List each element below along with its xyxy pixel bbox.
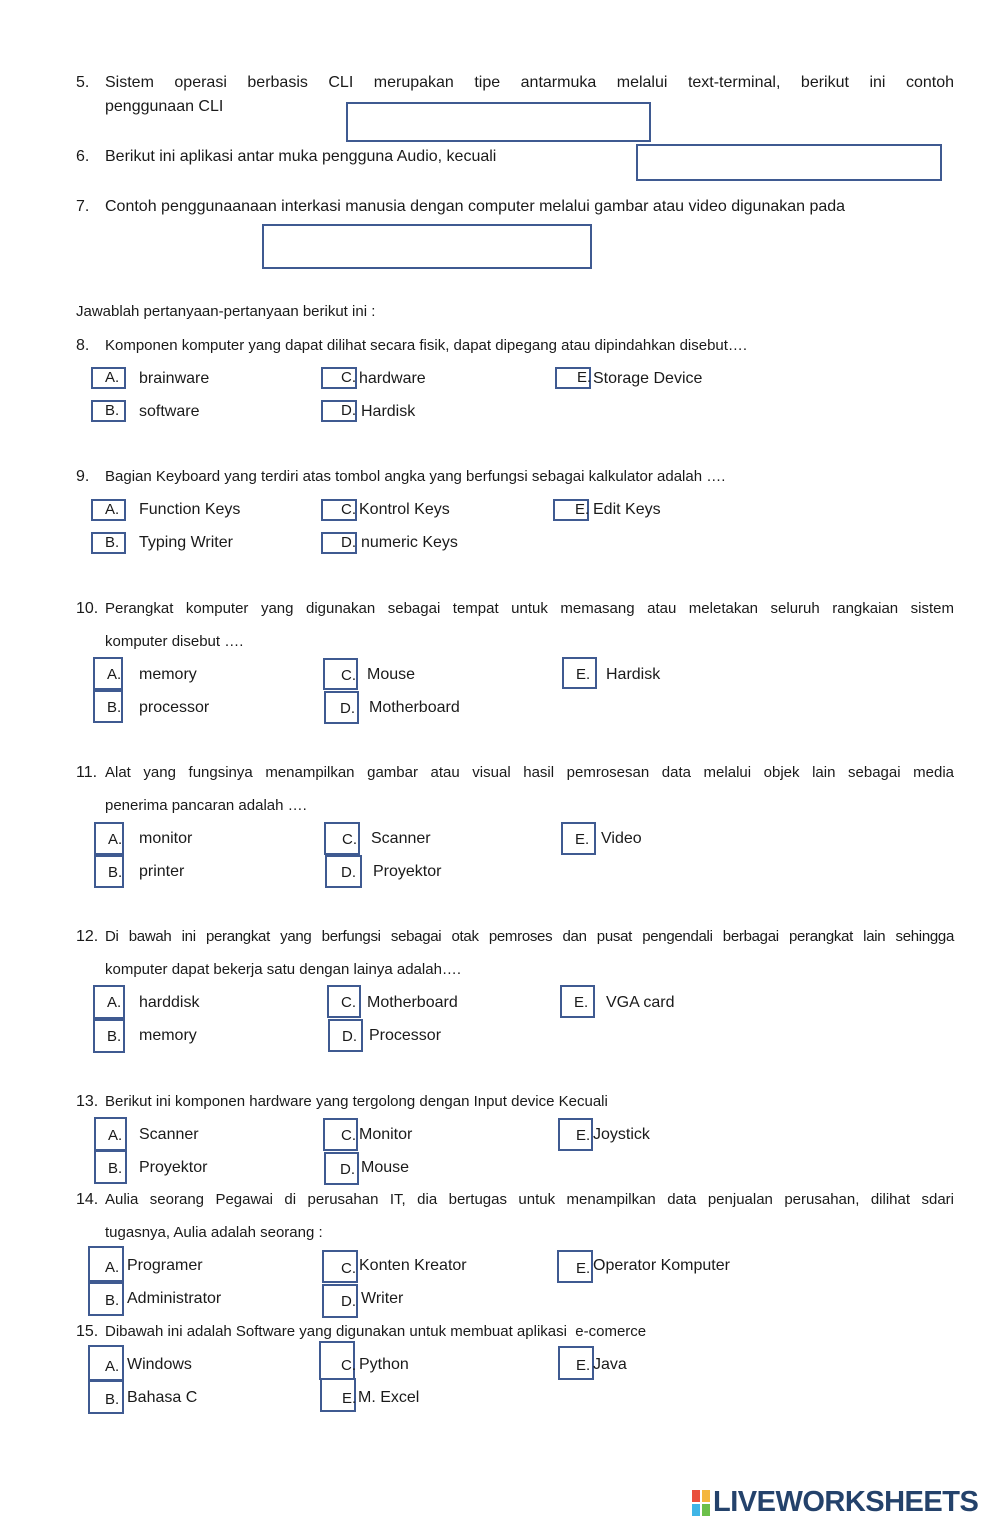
q8-option-c-box[interactable]: C.: [321, 367, 357, 389]
q13-option-c-text: Monitor: [359, 1126, 413, 1143]
q14-option-c-text: Konten Kreator: [359, 1257, 467, 1274]
q12-option-d-text: Processor: [369, 1027, 442, 1044]
question-6-number: 6.: [76, 148, 90, 165]
q8-option-e-text: Storage Device: [593, 370, 703, 387]
q13-option-b-box[interactable]: B.: [94, 1150, 127, 1184]
q12-option-b-text: memory: [139, 1027, 197, 1044]
q10-option-b-text: processor: [139, 699, 210, 716]
q10-option-c-text: Mouse: [367, 666, 416, 683]
question-12-text-line2: komputer dapat bekerja satu dengan lainya adalah….: [105, 961, 462, 978]
q8-option-d-text: Hardisk: [361, 403, 416, 420]
q9-option-b-text: Typing Writer: [139, 534, 233, 551]
q13-option-a-box[interactable]: A.: [94, 1117, 127, 1151]
q11-option-b-box[interactable]: B.: [94, 855, 124, 888]
q9-option-b-box[interactable]: B.: [91, 532, 126, 554]
question-13-number: 13.: [76, 1093, 99, 1110]
q15-option-e-box[interactable]: E.: [558, 1346, 594, 1380]
q8-option-a-box[interactable]: A.: [91, 367, 126, 389]
q11-option-d-box[interactable]: D.: [325, 855, 362, 888]
q15-option-a-text: Windows: [127, 1356, 192, 1373]
q12-option-c-box[interactable]: C.: [327, 985, 361, 1018]
question-10-text-line1: Perangkat komputer yang digunakan sebagai tempat untuk memasang atau meletakan seluruh rangkaian sistem: [105, 600, 954, 617]
q11-option-e-box[interactable]: E.: [561, 822, 596, 855]
question-10-text-line2: komputer disebut ….: [105, 633, 244, 650]
q12-option-e-text: VGA card: [606, 994, 675, 1011]
q14-option-a-box[interactable]: A.: [88, 1246, 124, 1282]
q9-option-c-box[interactable]: C.: [321, 499, 357, 521]
q8-option-b-text: software: [139, 403, 200, 420]
q14-option-b-text: Administrator: [127, 1290, 222, 1307]
question-5-text-line2: penggunaan CLI: [105, 98, 224, 115]
q10-option-e-text: Hardisk: [606, 666, 661, 683]
question-14-number: 14.: [76, 1191, 99, 1208]
q15-option-c-text: Python: [359, 1356, 409, 1373]
q10-option-d-text: Motherboard: [369, 699, 460, 716]
q11-option-a-text: monitor: [139, 830, 193, 847]
q15-option-c-box[interactable]: C.: [319, 1341, 355, 1380]
answer-input-7[interactable]: [262, 224, 592, 269]
q9-option-a-box[interactable]: A.: [91, 499, 126, 521]
question-6-text: Berikut ini aplikasi antar muka pengguna Audio, kecuali: [105, 148, 497, 165]
q9-option-c-text: Kontrol Keys: [359, 501, 450, 518]
q15-option-e2-text: M. Excel: [358, 1389, 420, 1406]
q10-option-e-box[interactable]: E.: [562, 657, 597, 689]
answer-input-6[interactable]: [636, 144, 942, 181]
q12-option-c-text: Motherboard: [367, 994, 458, 1011]
q10-option-c-box[interactable]: C.: [323, 658, 358, 690]
question-5-number: 5.: [76, 74, 90, 91]
question-10-number: 10.: [76, 600, 99, 617]
q10-option-b-box[interactable]: B.: [93, 690, 123, 723]
question-14-text-line2: tugasnya, Aulia adalah seorang :: [105, 1224, 323, 1241]
question-5-text-line1: Sistem operasi berbasis CLI merupakan tipe antarmuka melalui text-terminal, berikut ini contoh: [105, 74, 954, 91]
q11-option-c-text: Scanner: [371, 830, 431, 847]
q9-option-d-text: numeric Keys: [361, 534, 458, 551]
q12-option-a-text: harddisk: [139, 994, 200, 1011]
q10-option-d-box[interactable]: D.: [324, 691, 359, 724]
q10-option-a-box[interactable]: A.: [93, 657, 123, 690]
q11-option-d-text: Proyektor: [373, 863, 442, 880]
q14-option-d-text: Writer: [361, 1290, 404, 1307]
q14-option-c-box[interactable]: C.: [322, 1250, 358, 1283]
answer-input-5[interactable]: [346, 102, 651, 142]
q11-option-c-box[interactable]: C.: [324, 822, 360, 855]
question-13-text: Berikut ini komponen hardware yang tergolong dengan Input device Kecuali: [105, 1093, 608, 1110]
q12-option-e-box[interactable]: E.: [560, 985, 595, 1018]
question-9-number: 9.: [76, 468, 90, 485]
instruction-text: Jawablah pertanyaan-pertanyaan berikut ini :: [76, 303, 376, 320]
q8-option-d-box[interactable]: D.: [321, 400, 357, 422]
q15-option-a-box[interactable]: A.: [88, 1345, 124, 1381]
question-8-text: Komponen komputer yang dapat dilihat secara fisik, dapat dipegang atau dipindahkan disebut….: [105, 337, 748, 354]
q11-option-e-text: Video: [601, 830, 642, 847]
q13-option-c-box[interactable]: C.: [323, 1118, 358, 1151]
q11-option-a-box[interactable]: A.: [94, 822, 124, 855]
question-11-text-line2: penerima pancaran adalah ….: [105, 797, 307, 814]
question-11-number: 11.: [76, 764, 98, 781]
q9-option-d-box[interactable]: D.: [321, 532, 357, 554]
q8-option-a-text: brainware: [139, 370, 210, 387]
q13-option-e-box[interactable]: E.: [558, 1118, 593, 1151]
q14-option-e-box[interactable]: E.: [557, 1250, 593, 1283]
q12-option-a-box[interactable]: A.: [93, 985, 125, 1019]
q12-option-d-box[interactable]: D.: [328, 1019, 363, 1052]
question-7-number: 7.: [76, 198, 90, 215]
question-15-number: 15.: [76, 1323, 99, 1340]
question-8-number: 8.: [76, 337, 90, 354]
q11-option-b-text: printer: [139, 863, 185, 880]
q8-option-e-box[interactable]: E.: [555, 367, 591, 389]
q13-option-a-text: Scanner: [139, 1126, 199, 1143]
q14-option-a-text: Programer: [127, 1257, 203, 1274]
question-15-text: Dibawah ini adalah Software yang digunakan untuk membuat aplikasi e-comerce: [105, 1323, 647, 1340]
q14-option-d-box[interactable]: D.: [322, 1284, 358, 1318]
q14-option-e-text: Operator Komputer: [593, 1257, 730, 1274]
q15-option-b-box[interactable]: B.: [88, 1380, 124, 1414]
q12-option-b-box[interactable]: B.: [93, 1019, 125, 1053]
q13-option-e-text: Joystick: [593, 1126, 650, 1143]
q9-option-e-box[interactable]: E.: [553, 499, 589, 521]
q13-option-d-text: Mouse: [361, 1159, 410, 1176]
q13-option-d-box[interactable]: D.: [324, 1152, 359, 1185]
q13-option-b-text: Proyektor: [139, 1159, 208, 1176]
liveworksheets-logo: [692, 1486, 978, 1519]
q10-option-a-text: memory: [139, 666, 197, 683]
question-12-text-line1: Di bawah ini perangkat yang berfungsi sebagai otak pemroses dan pusat pengendali berbagai perangkat lain sehingga: [105, 928, 954, 945]
q15-option-b-text: Bahasa C: [127, 1389, 198, 1406]
q9-option-a-text: Function Keys: [139, 501, 241, 518]
question-9-text: Bagian Keyboard yang terdiri atas tombol angka yang berfungsi sebagai kalkulator adalah ….: [105, 468, 726, 485]
q9-option-e-text: Edit Keys: [593, 501, 661, 518]
liveworksheets-logo-text: LIVEWORKSHEETS: [713, 1486, 979, 1518]
q15-option-e2-box[interactable]: E.: [320, 1378, 356, 1412]
q8-option-b-box[interactable]: B.: [91, 400, 126, 422]
q14-option-b-box[interactable]: B.: [88, 1282, 124, 1316]
question-11-text-line1: Alat yang fungsinya menampilkan gambar atau visual hasil pemrosesan data melalui objek lain sebagai media: [105, 764, 954, 781]
question-7-text: Contoh penggunaanaan interkasi manusia dengan computer melalui gambar atau video digunakan pada: [105, 198, 846, 215]
q8-option-c-text: hardware: [359, 370, 426, 387]
q15-option-e-text: Java: [593, 1356, 627, 1373]
liveworksheets-logo-icon: [692, 1490, 710, 1516]
question-12-number: 12.: [76, 928, 99, 945]
question-14-text-line1: Aulia seorang Pegawai di perusahan IT, dia bertugas untuk menampilkan data penjualan perusahan, dilihat sdari: [105, 1191, 954, 1208]
